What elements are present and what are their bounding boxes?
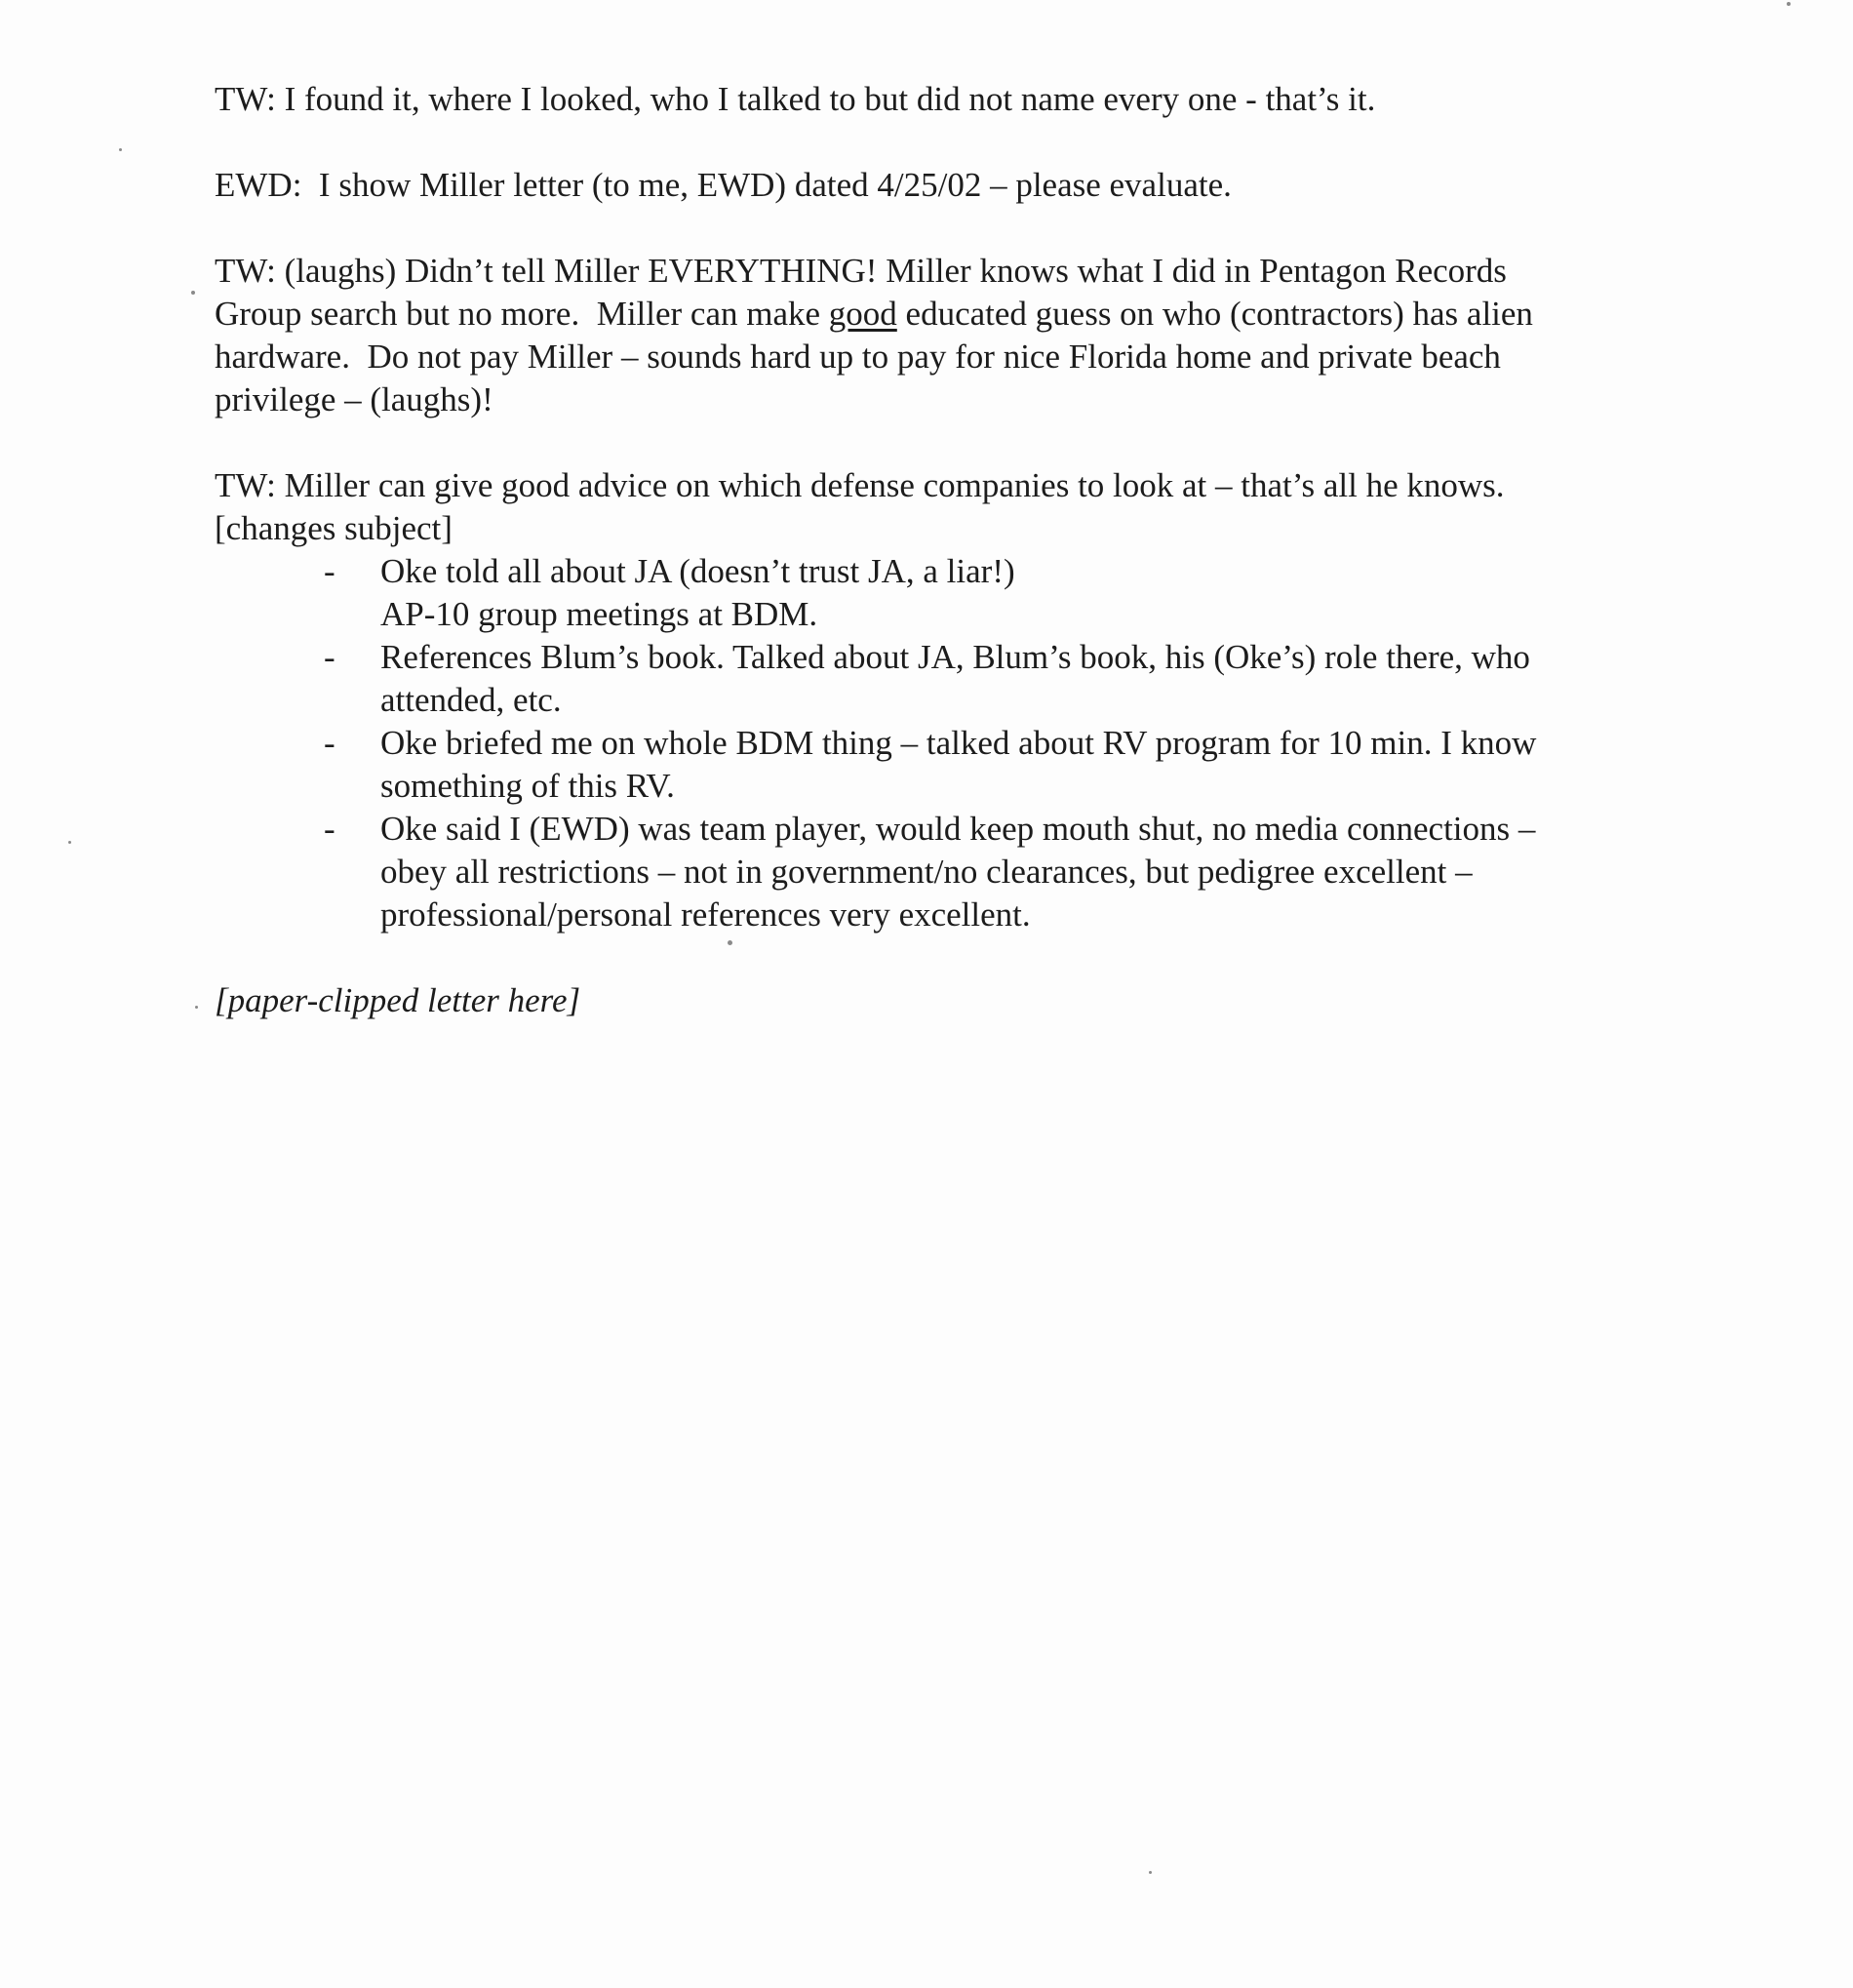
underlined-word-good: good: [828, 295, 897, 333]
paragraph-segment: TW: (laughs) Didn’t tell Miller EVERYTHING! Miller knows what I did in Pentagon Records Group search but no more. Miller can make: [215, 252, 1516, 333]
document-body: [215, 78, 1580, 1065]
scan-speck: [191, 291, 195, 295]
list-item: [215, 722, 1580, 808]
dash-marker: -: [324, 724, 335, 762]
paragraph-ewd-miller-letter: EWD: I show Miller letter (to me, EWD) dated 4/25/02 – please evaluate.: [215, 166, 1232, 204]
dash-marker: -: [324, 810, 335, 848]
scan-speck: [195, 1006, 198, 1009]
list-item: [215, 636, 1580, 722]
paragraph-tw-found-it: TW: I found it, where I looked, who I talked to but did not name every one - that’s it.: [215, 80, 1376, 118]
dash-marker: -: [324, 638, 335, 676]
scan-speck: [68, 841, 71, 844]
scan-speck: [119, 148, 122, 151]
scan-speck: [1787, 2, 1791, 6]
paragraph-tw-laughs: [215, 250, 1580, 421]
paragraph-segment: educated guess on who (contractors) has alien hardware. Do not pay Miller – sounds hard up to pay for nice Florida home and private beach privilege – (laughs)!: [215, 295, 1542, 418]
list-item: [215, 550, 1580, 636]
list-item-text: Oke briefed me on whole BDM thing – talked about RV program for 10 min. I know something of this RV.: [380, 724, 1537, 805]
list-item-text: References Blum’s book. Talked about JA, Blum’s book, his (Oke’s) role there, who attended, etc.: [380, 638, 1530, 719]
dash-marker: -: [324, 552, 335, 590]
bullet-list: [215, 550, 1580, 936]
paragraph-tw-defense-companies: TW: Miller can give good advice on which defense companies to look at – that’s all he knows. [changes subject]: [215, 466, 1522, 547]
list-item-text: Oke said I (EWD) was team player, would keep mouth shut, no media connections – obey all restrictions – not in government/no clearances, but pedigree excellent – professional/personal references very excellent.: [380, 810, 1536, 934]
paper-clipped-note: [paper-clipped letter here]: [215, 981, 581, 1019]
list-item-text: Oke told all about JA (doesn’t trust JA, a liar!) AP-10 group meetings at BDM.: [380, 552, 1015, 633]
list-item: [215, 808, 1580, 936]
scan-speck: [1149, 1871, 1152, 1874]
